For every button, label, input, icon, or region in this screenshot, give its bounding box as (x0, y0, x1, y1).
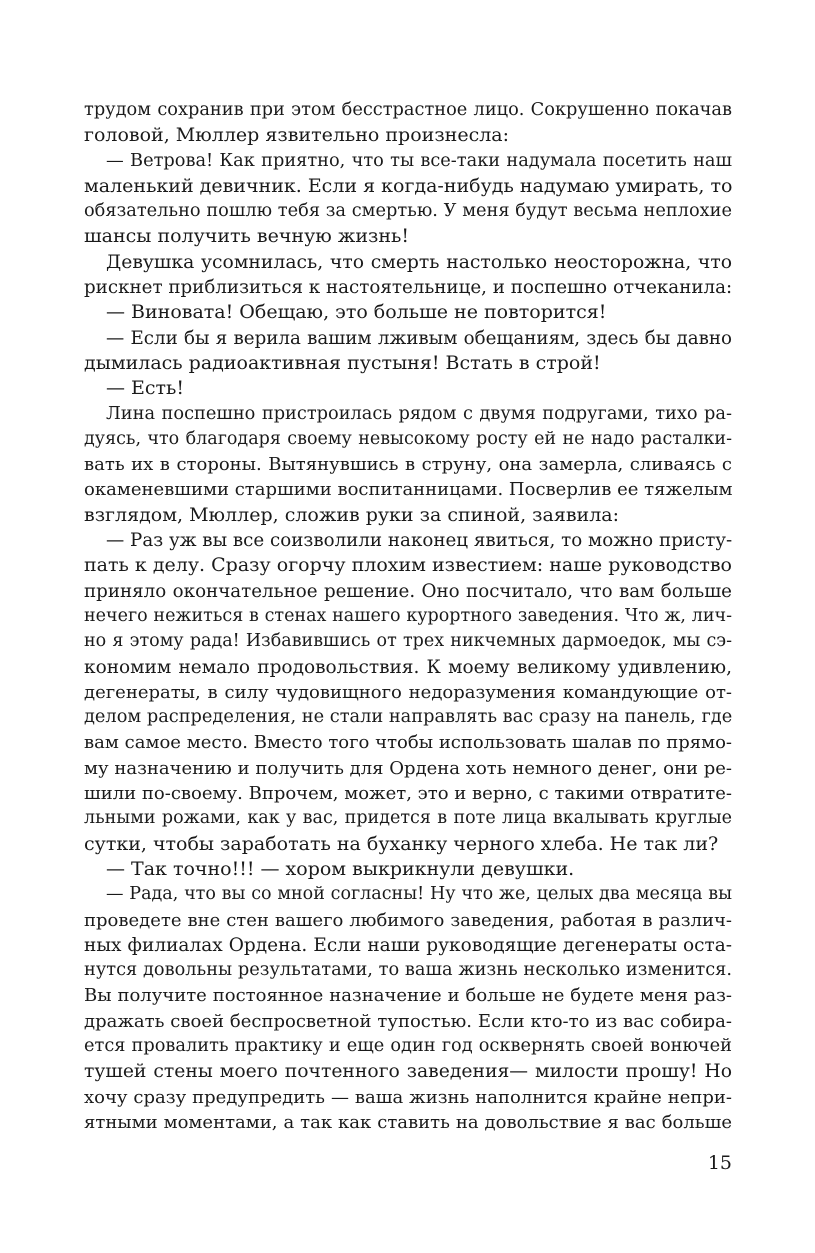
text-line: обязательно пошлю тебя за смертью. У меня будут весьма неплохие (84, 201, 732, 222)
text-line: приняло окончательное решение. Оно посчитало, что вам больше (84, 580, 732, 602)
text-line: шили по-своему. Впрочем, может, это и верно, с такими отвратите- (84, 783, 732, 805)
text-line: вать их в стороны. Вытянувшись в струну, она замерла, сливаясь с (84, 454, 732, 476)
text-line: нечего нежиться в стенах нашего курортного заведения. Что ж, лич- (84, 605, 732, 626)
text-line: дегенераты, в силу чудовищного недоразумения командующие от- (84, 681, 732, 703)
text-line: му назначению и получить для Ордена хоть немного денег, они ре- (84, 757, 732, 779)
text-line: нутся довольны результатами, то ваша жизнь несколько изменится. (84, 960, 732, 981)
text-line: — Ветрова! Как приятно, что ты все-таки надумала посетить наш (106, 150, 732, 171)
text-line: ятными моментами, а так как ставить на довольствие я вас больше (84, 1111, 732, 1133)
text-line: дражать своей беспросветной тупостью. Если кто-то из вас собира- (84, 1010, 732, 1032)
text-line: головой, Мюллер язвительно произнесла: (84, 124, 510, 147)
text-line: — Раз уж вы все соизволили наконец явиться, то можно присту- (106, 530, 733, 552)
text-line: Лина поспешно пристроилась рядом с двумя подругами, тихо ра- (106, 403, 732, 424)
text-line: шансы получить вечную жизнь! (84, 225, 410, 248)
text-line: пать к делу. Сразу огорчу плохим известием: наше руководство (84, 554, 732, 577)
text-line: дымилась радиоактивная пустыня! Встать в строй! (84, 351, 601, 374)
text-line: — Виновата! Обещаю, это больше не повторится! (106, 301, 607, 324)
text-line: взглядом, Мюллер, сложив руки за спиной, заявила: (84, 503, 620, 526)
text-line: кономим немало продовольствия. К моему великому удивлению, (84, 656, 732, 678)
text-line: трудом сохранив при этом бесстрастное лицо. Сокрушенно покачав (84, 100, 732, 120)
text-line: маленький девичник. Если я когда-нибудь надумаю умирать, то (84, 174, 733, 197)
text-line: — Так точно!!! — хором выкрикнули девушки. (106, 857, 575, 880)
text-line: окаменевшими старшими воспитанницами. Посверлив ее тяжелым (84, 479, 733, 501)
text-line: хочу сразу предупредить — ваша жизнь наполнится крайне непри- (84, 1086, 732, 1108)
text-line: Вы получите постоянное назначение и больше не будете меня раз- (84, 985, 732, 1007)
text-line: — Если бы я верила вашим лживым обещаниям, здесь бы давно (106, 327, 732, 349)
text-line: но я этому рада! Избавившись от трех никчемных дармоедок, мы сэ- (84, 631, 732, 652)
text-line: делом распределения, не стали направлять вас сразу на панель, где (84, 707, 733, 728)
text-line: ных филиалах Ордена. Если наши руководящие дегенераты оста- (84, 934, 732, 956)
text-line: — Есть! (106, 377, 185, 400)
text-line: вам самое место. Вместо того чтобы использовать шалав по прямо- (84, 732, 732, 754)
text-line: проведете вне стен вашего любимого заведения, работая в различ- (84, 909, 732, 931)
page-number: 15 (707, 1152, 732, 1174)
text-line: сутки, чтобы заработать на буханку черного хлеба. Не так ли? (84, 832, 719, 855)
text-line: ется провалить практику и еще один год осквернять своей вонючей (84, 1035, 732, 1056)
text-line: льными рожами, как у вас, придется в поте лица вкалывать круглые (84, 808, 732, 829)
body-text (84, 98, 732, 1135)
text-line: рискнет приблизиться к настоятельнице, и поспешно отчеканила: (84, 277, 733, 299)
text-line: тушей стены моего почтенного заведения— милости прошу! Но (84, 1061, 732, 1083)
text-line: — Рада, что вы со мной согласны! Ну что же, целых два месяца вы (106, 884, 732, 905)
text-line: дуясь, что благодаря своему невысокому росту ей не надо расталки- (84, 428, 732, 449)
text-line: Девушка усомнилась, что смерть настолько неосторожна, что (106, 251, 732, 273)
